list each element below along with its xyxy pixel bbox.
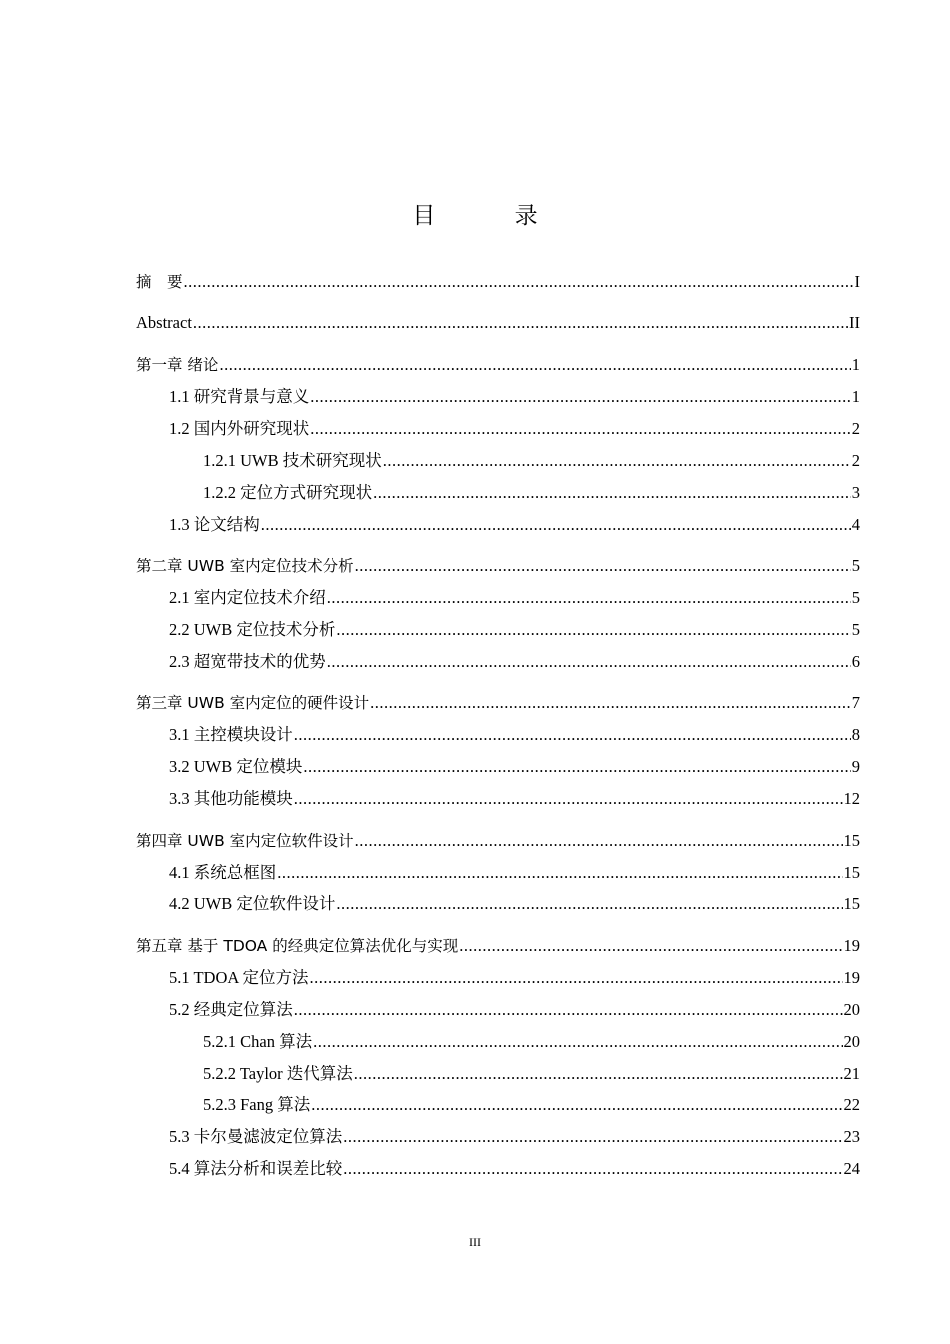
toc-entry-title: 1.2 国内外研究现状 xyxy=(169,419,310,438)
toc-entry-page: 2 xyxy=(851,419,860,438)
toc-dot-leader xyxy=(311,1093,842,1117)
toc-entry[interactable] xyxy=(203,1030,860,1054)
toc-entry-title: 5.4 算法分析和误差比较 xyxy=(169,1159,343,1178)
toc-entry-page: 21 xyxy=(843,1064,860,1083)
toc-entry-title: 1.3 论文结构 xyxy=(169,515,260,534)
toc-entry-title: 4.2 UWB 定位软件设计 xyxy=(169,894,336,913)
toc-entry-page: 8 xyxy=(851,725,860,744)
toc-dot-leader xyxy=(327,586,851,610)
toc-entry-page: I xyxy=(854,272,860,291)
toc-entry-page: 7 xyxy=(851,693,860,712)
toc-entry-title: 第一章 绪论 xyxy=(136,356,219,374)
toc-dot-leader xyxy=(383,449,851,473)
toc-entry-page: 9 xyxy=(851,757,860,776)
toc-entry-page: 15 xyxy=(843,831,860,850)
toc-dot-leader xyxy=(219,353,850,377)
toc-entry[interactable] xyxy=(203,481,860,505)
toc-entry-title: 1.2.2 定位方式研究现状 xyxy=(203,483,373,502)
toc-dot-leader xyxy=(294,723,851,747)
toc-dot-leader xyxy=(193,311,848,335)
toc-entry-title: 5.3 卡尔曼滤波定位算法 xyxy=(169,1127,343,1146)
toc-entry-page: 23 xyxy=(843,1127,860,1146)
toc-entry-page: 5 xyxy=(851,588,860,607)
toc-entry-title: 3.3 其他功能模块 xyxy=(169,789,293,808)
toc-dot-leader xyxy=(336,618,850,642)
toc-dot-leader xyxy=(313,1030,842,1054)
toc-dot-leader xyxy=(370,691,851,715)
toc-entry-title: 3.2 UWB 定位模块 xyxy=(169,757,303,776)
toc-dot-leader xyxy=(327,650,851,674)
toc-entry[interactable] xyxy=(169,861,860,885)
toc-entry-page: 6 xyxy=(851,652,860,671)
toc-entry[interactable] xyxy=(136,270,860,294)
toc-entry[interactable] xyxy=(169,650,860,674)
toc-entry[interactable] xyxy=(169,586,860,610)
toc-entry-title: 5.2.2 Taylor 迭代算法 xyxy=(203,1064,353,1083)
toc-entry-title: 2.3 超宽带技术的优势 xyxy=(169,652,326,671)
toc-entry[interactable] xyxy=(136,311,860,335)
toc-entry-title: 第二章 UWB 室内定位技术分析 xyxy=(136,557,354,575)
toc-entry-title: 2.2 UWB 定位技术分析 xyxy=(169,620,336,639)
toc-entry-title: 第三章 UWB 室内定位的硬件设计 xyxy=(136,694,370,712)
toc-entry-title: 5.1 TDOA 定位方法 xyxy=(169,968,309,987)
page-number-footer: III xyxy=(469,1235,481,1249)
toc-entry-page: II xyxy=(849,313,860,332)
toc-entry[interactable] xyxy=(169,385,860,409)
toc-entry-page: 19 xyxy=(843,936,860,955)
toc-dot-leader xyxy=(303,755,850,779)
toc-entry-title: 1.2.1 UWB 技术研究现状 xyxy=(203,451,382,470)
toc-dot-leader xyxy=(261,513,851,537)
toc-dot-leader xyxy=(277,861,842,885)
toc-dot-leader xyxy=(310,417,851,441)
toc-entry-title: 1.1 研究背景与意义 xyxy=(169,387,310,406)
toc-entry[interactable] xyxy=(169,618,860,642)
toc-entry[interactable] xyxy=(136,353,860,377)
toc-entry[interactable] xyxy=(136,691,860,715)
toc-entry[interactable] xyxy=(169,513,860,537)
toc-entry[interactable] xyxy=(203,1062,860,1086)
toc-entry-title: Abstract xyxy=(136,313,192,332)
toc-entry-title: 3.1 主控模块设计 xyxy=(169,725,293,744)
toc-dot-leader xyxy=(184,270,854,294)
toc-dot-leader xyxy=(343,1157,842,1181)
toc-entry-page: 2 xyxy=(851,451,860,470)
toc-entry-title: 第五章 基于 TDOA 的经典定位算法优化与实现 xyxy=(136,937,459,955)
toc-dot-leader xyxy=(355,554,851,578)
toc-entry-page: 3 xyxy=(851,483,860,502)
toc-entry-title: 5.2 经典定位算法 xyxy=(169,1000,293,1019)
toc-entry-page: 22 xyxy=(843,1095,860,1114)
toc-entry-title: 4.1 系统总框图 xyxy=(169,863,277,882)
toc-entry[interactable] xyxy=(169,787,860,811)
toc-entry[interactable] xyxy=(169,1125,860,1149)
toc-entry[interactable] xyxy=(136,829,860,853)
toc-entry-page: 15 xyxy=(843,894,860,913)
toc-entry[interactable] xyxy=(136,934,860,958)
toc-entry[interactable] xyxy=(169,755,860,779)
toc-dot-leader xyxy=(294,787,843,811)
toc-dot-leader xyxy=(310,385,851,409)
toc-entry[interactable] xyxy=(169,723,860,747)
toc-dot-leader xyxy=(336,892,842,916)
toc-entry[interactable] xyxy=(203,1093,860,1117)
toc-dot-leader xyxy=(310,966,843,990)
toc-entry-page: 15 xyxy=(843,863,860,882)
toc-entry-title: 5.2.1 Chan 算法 xyxy=(203,1032,313,1051)
toc-dot-leader xyxy=(294,998,843,1022)
toc-entry[interactable] xyxy=(169,892,860,916)
toc-entry-page: 1 xyxy=(851,355,860,374)
toc-entry-title: 5.2.3 Fang 算法 xyxy=(203,1095,311,1114)
toc-entry-page: 4 xyxy=(851,515,860,534)
toc-dot-leader xyxy=(343,1125,842,1149)
toc-dot-leader xyxy=(459,934,842,958)
toc-entry-page: 20 xyxy=(843,1032,860,1051)
toc-entry-title: 摘 要 xyxy=(136,273,183,291)
toc-entry-page: 5 xyxy=(851,620,860,639)
toc-dot-leader xyxy=(373,481,851,505)
toc-entry-page: 5 xyxy=(851,556,860,575)
toc-entry[interactable] xyxy=(169,966,860,990)
toc-entry-page: 19 xyxy=(843,968,860,987)
toc-entry-page: 24 xyxy=(843,1159,860,1178)
toc-entry-title: 第四章 UWB 室内定位软件设计 xyxy=(136,832,354,850)
toc-entry-page: 12 xyxy=(843,789,860,808)
page-title: 目 录 xyxy=(412,203,574,229)
toc-dot-leader xyxy=(355,829,843,853)
toc-entry[interactable] xyxy=(169,998,860,1022)
toc-dot-leader xyxy=(354,1062,843,1086)
toc-entry[interactable] xyxy=(136,554,860,578)
toc-entry[interactable] xyxy=(169,417,860,441)
toc-entry[interactable] xyxy=(203,449,860,473)
toc-entry-page: 1 xyxy=(851,387,860,406)
toc-entry[interactable] xyxy=(169,1157,860,1181)
toc-entry-page: 20 xyxy=(843,1000,860,1019)
toc-entry-title: 2.1 室内定位技术介绍 xyxy=(169,588,326,607)
